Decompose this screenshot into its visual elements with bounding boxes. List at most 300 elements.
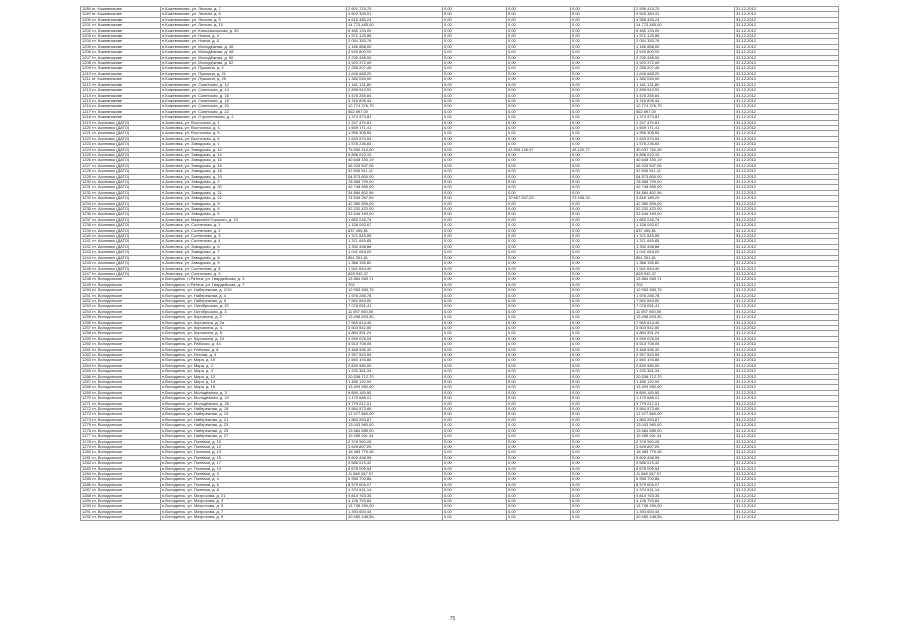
cell-c2: 0,00 bbox=[507, 293, 571, 298]
cell-address: п.Володинск, ул. Рабочая, д. 8 bbox=[161, 347, 347, 352]
cell-c1: 0,00 bbox=[443, 282, 507, 287]
cell-date: 31.12.2012 bbox=[735, 212, 839, 217]
cell-id_city: 1201 гп. Кожевникове bbox=[81, 23, 161, 28]
cell-c1: 0,00 bbox=[443, 61, 507, 66]
cell-c1: 0,00 bbox=[443, 223, 507, 228]
cell-date: 31.12.2012 bbox=[735, 174, 839, 179]
cell-total: 1 669 171,41 bbox=[347, 125, 443, 130]
cell-date: 31.12.2012 bbox=[735, 120, 839, 125]
cell-c2: 0,00 bbox=[507, 396, 571, 401]
cell-date: 31.12.2012 bbox=[735, 152, 839, 157]
cell-c1: 0,00 bbox=[443, 466, 507, 471]
cell-balance: 1 158 092,67 bbox=[635, 223, 735, 228]
cell-c2: 0,00 bbox=[507, 271, 571, 276]
cell-id_city: 1232 гп. Асиновск (ДАТО) bbox=[81, 190, 161, 195]
cell-total: 2 839 980,00 bbox=[347, 363, 443, 368]
cell-address: п.Володинск, ул. Полевая, д. 13 bbox=[161, 450, 347, 455]
cell-total: 4 615 485,24 bbox=[347, 17, 443, 22]
cell-c1: 0,00 bbox=[443, 450, 507, 455]
cell-address: п.Кожевникове, ул. Советская, д. 16 bbox=[161, 93, 347, 98]
cell-c1: 0,00 bbox=[443, 363, 507, 368]
cell-c2: 0,00 bbox=[507, 407, 571, 412]
cell-id_city: 1270 гп. Володинское bbox=[81, 396, 161, 401]
cell-c1: 0,00 bbox=[443, 239, 507, 244]
cell-total: 1 247 470,81 bbox=[347, 120, 443, 125]
cell-c2: 0,00 bbox=[507, 71, 571, 76]
cell-c3: 0,00 bbox=[571, 28, 635, 33]
cell-c2: 0,00 bbox=[507, 277, 571, 282]
cell-c2: 0,00 bbox=[507, 325, 571, 330]
cell-total: 32 646 163,00 bbox=[347, 212, 443, 217]
cell-c3: 0,00 bbox=[571, 136, 635, 141]
cell-c1: 0,00 bbox=[443, 407, 507, 412]
cell-date: 31.12.2012 bbox=[735, 207, 839, 212]
cell-date: 31.12.2012 bbox=[735, 450, 839, 455]
cell-total: 1 332 498,86 bbox=[347, 244, 443, 249]
cell-id_city: 1212 гп. Кожевникове bbox=[81, 82, 161, 87]
cell-id_city: 1269 гп. Володинское bbox=[81, 390, 161, 395]
cell-c2: 0,00 bbox=[507, 423, 571, 428]
cell-address: п.Володинск, ул. Корчагина, д. 6 bbox=[161, 331, 347, 336]
cell-total: 3 779 217,01 bbox=[347, 401, 443, 406]
cell-c2: 0,00 bbox=[507, 380, 571, 385]
cell-total: 54 573 800,00 bbox=[347, 174, 443, 179]
cell-id_city: 1223 гп. Асиновск (ДАТО) bbox=[81, 142, 161, 147]
cell-c3: 0,00 bbox=[571, 493, 635, 498]
cell-balance: 3 923 372,00 bbox=[635, 61, 735, 66]
cell-address: п.Кожевникове, ул. Молодёжная, д. 48 bbox=[161, 50, 347, 55]
cell-c1: 0,00 bbox=[443, 288, 507, 293]
cell-date: 31.12.2012 bbox=[735, 390, 839, 395]
cell-balance: 1 648 668,20 bbox=[635, 71, 735, 76]
cell-c2: 0,00 bbox=[507, 498, 571, 503]
cell-c1: 0,00 bbox=[443, 185, 507, 190]
cell-c3: 0,00 bbox=[571, 7, 635, 12]
cell-balance: 1 476 256,84 bbox=[635, 93, 735, 98]
cell-date: 31.12.2012 bbox=[735, 439, 839, 444]
cell-balance: 1 496 120,00 bbox=[635, 380, 735, 385]
cell-id_city: 1290 гп. Володинское bbox=[81, 504, 161, 509]
cell-address: п.Асиновск, ул. Заводская, д. 3 bbox=[161, 201, 347, 206]
cell-date: 31.12.2012 bbox=[735, 380, 839, 385]
cell-balance: 15 884 550,71 bbox=[635, 277, 735, 282]
cell-c1: 0,00 bbox=[443, 369, 507, 374]
cell-total: 4 884 951,24 bbox=[347, 331, 443, 336]
cell-total: 12 977 860,00 bbox=[347, 412, 443, 417]
cell-balance: 3 458 596,32 bbox=[635, 347, 735, 352]
cell-balance: 2 557 543,59 bbox=[635, 353, 735, 358]
cell-c2: 0,00 bbox=[507, 488, 571, 493]
cell-date: 31.12.2012 bbox=[735, 477, 839, 482]
cell-total: 702 bbox=[347, 282, 443, 287]
cell-c1: 0,00 bbox=[443, 401, 507, 406]
cell-id_city: 1259 гп. Володинское bbox=[81, 336, 161, 341]
cell-c1: 0,00 bbox=[443, 298, 507, 303]
cell-date: 31.12.2012 bbox=[735, 455, 839, 460]
cell-address: п.Асиновск, ул. Заводская, д. 15 bbox=[161, 158, 347, 163]
cell-date: 31.12.2012 bbox=[735, 136, 839, 141]
cell-date: 31.12.2012 bbox=[735, 509, 839, 514]
cell-c2: 0,00 bbox=[507, 434, 571, 439]
cell-total: 1 475 686,21 bbox=[347, 396, 443, 401]
cell-c1: 0,00 bbox=[443, 444, 507, 449]
cell-c1: 0,00 bbox=[443, 217, 507, 222]
cell-address: п.Асиновск, ул. Заводская, д. 21 bbox=[161, 190, 347, 195]
cell-c1: 0,00 bbox=[443, 336, 507, 341]
cell-c3: 0,00 bbox=[571, 439, 635, 444]
cell-c2: 0,00 bbox=[507, 174, 571, 179]
cell-balance: 1 371 645,85 bbox=[635, 234, 735, 239]
cell-total: 1 371 645,85 bbox=[347, 234, 443, 239]
cell-c3: 0,00 bbox=[571, 331, 635, 336]
cell-c1: 0,00 bbox=[443, 271, 507, 276]
cell-c1: 0,00 bbox=[443, 320, 507, 325]
cell-id_city: 1248 гп. Володинское bbox=[81, 277, 161, 282]
cell-date: 31.12.2012 bbox=[735, 347, 839, 352]
cell-id_city: 1247 гп. Асиновск (ДАТО) bbox=[81, 271, 161, 276]
cell-total: 7 569 614,45 bbox=[347, 320, 443, 325]
cell-address: п.Володинск, ул. Молодёжная, д. 26 bbox=[161, 401, 347, 406]
cell-total: 3 603 542,80 bbox=[347, 325, 443, 330]
cell-id_city: 1226 гп. Асиновск (ДАТО) bbox=[81, 158, 161, 163]
cell-c1: 0,00 bbox=[443, 136, 507, 141]
cell-date: 31.12.2012 bbox=[735, 201, 839, 206]
cell-date: 31.12.2012 bbox=[735, 217, 839, 222]
cell-c1: 0,00 bbox=[443, 104, 507, 109]
cell-date: 31.12.2012 bbox=[735, 282, 839, 287]
cell-c1: 0,00 bbox=[443, 17, 507, 22]
cell-total: 5 802 498,95 bbox=[347, 455, 443, 460]
cell-address: п.Асиновск, ул. Восточная, д. 3 bbox=[161, 125, 347, 130]
cell-c3: 0,00 bbox=[571, 244, 635, 249]
cell-date: 31.12.2012 bbox=[735, 412, 839, 417]
cell-c1: 0,00 bbox=[443, 23, 507, 28]
cell-date: 31.12.2012 bbox=[735, 223, 839, 228]
cell-address: п.Кожевникове, ул. Пушкина, д. 2 bbox=[161, 66, 347, 71]
cell-id_city: 1272 гп. Володинское bbox=[81, 407, 161, 412]
cell-id_city: 1207 гп. Кожевникове bbox=[81, 55, 161, 60]
cell-c2: 0,00 bbox=[507, 374, 571, 379]
cell-c1: 0,00 bbox=[443, 39, 507, 44]
cell-c3: 0,00 bbox=[571, 17, 635, 22]
cell-date: 31.12.2012 bbox=[735, 304, 839, 309]
cell-id_city: 1199 гп. Кожевникове bbox=[81, 12, 161, 17]
cell-total: 4 599 076,04 bbox=[347, 336, 443, 341]
cell-c3: 0,00 bbox=[571, 320, 635, 325]
cell-c3: 0,00 bbox=[571, 55, 635, 60]
cell-c1: 0,00 bbox=[443, 417, 507, 422]
cell-id_city: 1234 гп. Асиновск (ДАТО) bbox=[81, 201, 161, 206]
cell-total: 3 230 456,00 bbox=[347, 55, 443, 60]
table-row bbox=[81, 515, 839, 520]
cell-c3: 0,00 bbox=[571, 169, 635, 174]
cell-balance: 20 538 712,70 bbox=[635, 374, 735, 379]
cell-balance: 10 774 376,70 bbox=[635, 104, 735, 109]
cell-date: 31.12.2012 bbox=[735, 17, 839, 22]
cell-c3: 73 445,32 bbox=[571, 196, 635, 201]
cell-total: 1 496 120,00 bbox=[347, 380, 443, 385]
cell-c2: 0,00 bbox=[507, 125, 571, 130]
cell-total: 2 378 960,28 bbox=[347, 439, 443, 444]
cell-id_city: 1203 гп. Кожевникове bbox=[81, 34, 161, 39]
cell-address: п.Володинск, ул. Набережная, д. 6 bbox=[161, 298, 347, 303]
cell-balance: 1 393 650,44 bbox=[635, 509, 735, 514]
cell-balance: 4 884 951,24 bbox=[635, 331, 735, 336]
cell-c2: 0,00 bbox=[507, 142, 571, 147]
cell-total: 1 388 155,82 bbox=[347, 261, 443, 266]
cell-date: 31.12.2012 bbox=[735, 266, 839, 271]
cell-date: 31.12.2012 bbox=[735, 515, 839, 520]
table-body bbox=[81, 7, 839, 521]
cell-address: п.Володинск, ул. Молодёжная, д. 24 bbox=[161, 396, 347, 401]
cell-id_city: 1231 гп. Асиновск (ДАТО) bbox=[81, 185, 161, 190]
cell-date: 31.12.2012 bbox=[735, 401, 839, 406]
register-table bbox=[80, 6, 839, 521]
cell-c2: 0,00 bbox=[507, 509, 571, 514]
cell-balance: 2 839 980,00 bbox=[635, 363, 735, 368]
cell-total: 75 690 510,00 bbox=[347, 147, 443, 152]
cell-address: п.Асиновск, ул. Заводская, д. 5 bbox=[161, 212, 347, 217]
cell-balance: 4 585 455,24 bbox=[635, 17, 735, 22]
cell-address: п.Асиновск, ул. Заводская, д. 4 bbox=[161, 207, 347, 212]
cell-balance: 2 378 960,28 bbox=[635, 439, 735, 444]
cell-c1: 0,00 bbox=[443, 82, 507, 87]
cell-c2: 0,00 bbox=[507, 390, 571, 395]
cell-c2: 0,00 bbox=[507, 250, 571, 255]
cell-c1: 0,00 bbox=[443, 7, 507, 12]
cell-c3: 0,00 bbox=[571, 298, 635, 303]
cell-c2: 0,00 bbox=[507, 98, 571, 103]
cell-balance: 7 562 684,00 bbox=[635, 298, 735, 303]
cell-address: п.Володинск, ул. Мира, д. 10 bbox=[161, 358, 347, 363]
cell-c1: 0,00 bbox=[443, 347, 507, 352]
cell-address: п.Кожевникове, ул. Советская, д. 20 bbox=[161, 104, 347, 109]
cell-id_city: 1278 гп. Володинское bbox=[81, 439, 161, 444]
cell-c2: 0,00 bbox=[507, 342, 571, 347]
cell-total: 851 301,81 bbox=[347, 255, 443, 260]
cell-balance: 42 380 809,00 bbox=[635, 201, 735, 206]
cell-date: 31.12.2012 bbox=[735, 147, 839, 152]
cell-c2: 0,00 bbox=[507, 115, 571, 120]
cell-date: 31.12.2012 bbox=[735, 488, 839, 493]
cell-address: п.Кожевникове, ул. Пушкина, д. 21 bbox=[161, 71, 347, 76]
cell-c3: 0,00 bbox=[571, 401, 635, 406]
cell-address: п.Асиновск, ул. Заводская, д. 16 bbox=[161, 163, 347, 168]
cell-c3: 0,00 bbox=[571, 185, 635, 190]
cell-total: 12 953 583,75 bbox=[347, 288, 443, 293]
cell-c2: 0,00 bbox=[507, 136, 571, 141]
cell-c3: 0,00 bbox=[571, 444, 635, 449]
cell-c1: 0,00 bbox=[443, 234, 507, 239]
cell-c1: 0,00 bbox=[443, 55, 507, 60]
cell-total: 13 584 685,00 bbox=[347, 428, 443, 433]
cell-address: п.Асиновск, ул. Заводская, д. 2 bbox=[161, 180, 347, 185]
cell-c1: 0,00 bbox=[443, 277, 507, 282]
cell-address: п.Володинск, ул. Полевая, д. 17 bbox=[161, 461, 347, 466]
cell-date: 31.12.2012 bbox=[735, 190, 839, 195]
cell-c2: 0,00 bbox=[507, 320, 571, 325]
cell-c3: 0,00 bbox=[571, 109, 635, 114]
cell-c3: 0,00 bbox=[571, 261, 635, 266]
cell-date: 31.12.2012 bbox=[735, 228, 839, 233]
cell-date: 31.12.2012 bbox=[735, 109, 839, 114]
cell-address: п.Асиновск, ул. Восточная, д. 6 bbox=[161, 136, 347, 141]
cell-c2: 0,00 bbox=[507, 17, 571, 22]
cell-id_city: 1287 гп. Володинское bbox=[81, 488, 161, 493]
cell-date: 31.12.2012 bbox=[735, 261, 839, 266]
cell-id_city: 1266 гп. Володинское bbox=[81, 374, 161, 379]
cell-total: 3 588 619,32 bbox=[347, 461, 443, 466]
cell-balance: 1 578 236,65 bbox=[635, 142, 735, 147]
cell-address: п.Володинск, ул. Лесная, д. 3 bbox=[161, 353, 347, 358]
cell-total: 13 003 960,00 bbox=[347, 423, 443, 428]
cell-id_city: 1242 гп. Асиновск (ДАТО) bbox=[81, 244, 161, 249]
cell-balance: 3 564 573,86 bbox=[635, 407, 735, 412]
cell-date: 31.12.2012 bbox=[735, 125, 839, 130]
cell-date: 31.12.2012 bbox=[735, 374, 839, 379]
cell-c3: 0,00 bbox=[571, 104, 635, 109]
cell-total: 1 380 045,00 bbox=[347, 77, 443, 82]
cell-id_city: 1230 гп. Асиновск (ДАТО) bbox=[81, 180, 161, 185]
cell-id_city: 1225 гп. Асиновск (ДАТО) bbox=[81, 152, 161, 157]
cell-c3: 0,00 bbox=[571, 515, 635, 520]
cell-id_city: 1222 гп. Асиновск (ДАТО) bbox=[81, 136, 161, 141]
cell-c2: 0,00 bbox=[507, 298, 571, 303]
cell-balance: 1 652 245,74 bbox=[635, 217, 735, 222]
cell-c2: 0,00 bbox=[507, 369, 571, 374]
cell-c2: 0,00 bbox=[507, 212, 571, 217]
cell-total: 5 485 133,00 bbox=[347, 28, 443, 33]
cell-id_city: 1271 гп. Володинское bbox=[81, 401, 161, 406]
cell-address: п.Володинск, ул. Мира, д. 16 bbox=[161, 385, 347, 390]
cell-balance: 15 738 290,00 bbox=[635, 504, 735, 509]
cell-balance: 1 693 570,64 bbox=[635, 136, 735, 141]
cell-c2: 0,00 bbox=[507, 163, 571, 168]
cell-total: 3 649 897,20 bbox=[347, 444, 443, 449]
cell-date: 31.12.2012 bbox=[735, 331, 839, 336]
cell-c3: 0,00 bbox=[571, 190, 635, 195]
cell-balance: 1 576 285,78 bbox=[635, 293, 735, 298]
cell-balance: 42 748 855,00 bbox=[635, 185, 735, 190]
cell-total: 3 318 826,44 bbox=[347, 98, 443, 103]
cell-total: 13 458 833,30 bbox=[347, 315, 443, 320]
cell-address: п.Володинск, ул. Набережная, д. 27 bbox=[161, 434, 347, 439]
cell-total: 1 860 283,87 bbox=[347, 417, 443, 422]
cell-id_city: 1267 гп. Володинское bbox=[81, 380, 161, 385]
cell-balance: 12 953 583,75 bbox=[635, 288, 735, 293]
cell-c3: 0,00 bbox=[571, 342, 635, 347]
cell-total: 1 571 129,86 bbox=[347, 34, 443, 39]
cell-balance: 2 255 207,45 bbox=[635, 66, 735, 71]
cell-total: 1 041 064,00 bbox=[347, 250, 443, 255]
cell-id_city: 1244 гп. Асиновск (ДАТО) bbox=[81, 255, 161, 260]
cell-address: п.Володинск, ул. Набережная, д. 2/10 bbox=[161, 288, 347, 293]
cell-c2: 0,00 bbox=[507, 444, 571, 449]
cell-balance: 1 181 131,80 bbox=[635, 82, 735, 87]
cell-c3: 0,00 bbox=[571, 131, 635, 136]
cell-total: 13 409 550,00 bbox=[347, 385, 443, 390]
cell-c2: 0,00 bbox=[507, 34, 571, 39]
cell-address: п.Асиновск, ул. Маркса/М.Горького, д. 13 bbox=[161, 217, 347, 222]
cell-date: 31.12.2012 bbox=[735, 44, 839, 49]
cell-id_city: 1241 гп. Асиновск (ДАТО) bbox=[81, 239, 161, 244]
cell-date: 31.12.2012 bbox=[735, 250, 839, 255]
cell-c1: 0,00 bbox=[443, 212, 507, 217]
cell-balance: 1 186 888,00 bbox=[635, 44, 735, 49]
cell-c3: 0,00 bbox=[571, 385, 635, 390]
cell-total: 16 383 776,38 bbox=[347, 450, 443, 455]
cell-address: п.Володинск, ул. Мира, д. 12 bbox=[161, 374, 347, 379]
cell-c2: 0,00 bbox=[507, 180, 571, 185]
cell-balance: 32 506 511,11 bbox=[635, 169, 735, 174]
cell-c2: 0,00 bbox=[507, 401, 571, 406]
cell-c3: 0,00 bbox=[571, 207, 635, 212]
cell-address: п.Асиновск, ул. Заводская, д. 8 bbox=[161, 255, 347, 260]
cell-total: 10 774 376,70 bbox=[347, 104, 443, 109]
cell-total: 1 576 285,78 bbox=[347, 293, 443, 298]
cell-total: 2 560 193,86 bbox=[347, 358, 443, 363]
cell-c2: 0,00 bbox=[507, 158, 571, 163]
cell-c3: 0,00 bbox=[571, 390, 635, 395]
cell-id_city: 1281 гп. Володинское bbox=[81, 455, 161, 460]
cell-balance: 12 977 860,00 bbox=[635, 412, 735, 417]
cell-id_city: 1210 гп. Кожевникове bbox=[81, 71, 161, 76]
cell-date: 31.12.2012 bbox=[735, 158, 839, 163]
cell-c3: 0,00 bbox=[571, 61, 635, 66]
cell-id_city: 1263 гп. Володинское bbox=[81, 358, 161, 363]
cell-address: п.Асиновск, ул. Заводская, д. 7 bbox=[161, 250, 347, 255]
cell-date: 31.12.2012 bbox=[735, 163, 839, 168]
cell-total: 11 897 060,00 bbox=[347, 309, 443, 314]
cell-address: п.Асиновск, ул. Заводская, д. 22 bbox=[161, 196, 347, 201]
cell-id_city: 1240 гп. Асиновск (ДАТО) bbox=[81, 234, 161, 239]
cell-c3: 0,00 bbox=[571, 461, 635, 466]
cell-address: п.Володинск, ул. Молодёжная, д. 3 bbox=[161, 390, 347, 395]
cell-c3: 0,00 bbox=[571, 174, 635, 179]
cell-c3: 0,00 bbox=[571, 450, 635, 455]
cell-id_city: 1213 гп. Кожевникове bbox=[81, 88, 161, 93]
cell-id_city: 1237 гп. Асиновск (ДАТО) bbox=[81, 217, 161, 222]
cell-c1: 0,00 bbox=[443, 12, 507, 17]
cell-c2: 0,00 bbox=[507, 228, 571, 233]
cell-c1: 0,00 bbox=[443, 304, 507, 309]
cell-address: п.Асиновск, ул. Заводская, д. 20 bbox=[161, 185, 347, 190]
cell-address: п.Володинск, ул. Набережная, д. 4 bbox=[161, 293, 347, 298]
cell-total: 1 648 668,20 bbox=[347, 71, 443, 76]
cell-address: п.Кожевникове, ул. Советская, д. 18 bbox=[161, 98, 347, 103]
cell-c3: 0,00 bbox=[571, 255, 635, 260]
cell-date: 31.12.2012 bbox=[735, 255, 839, 260]
cell-address: п.Кожевникове, ул. Молодёжная, д. 50 bbox=[161, 55, 347, 60]
cell-c3: 0,00 bbox=[571, 455, 635, 460]
cell-total: 78 585 793,00 bbox=[347, 180, 443, 185]
cell-total: 34 884 802,96 bbox=[347, 190, 443, 195]
cell-date: 31.12.2012 bbox=[735, 196, 839, 201]
cell-c2: 0,00 bbox=[507, 428, 571, 433]
cell-balance: 825 042,07 bbox=[635, 271, 735, 276]
cell-date: 31.12.2012 bbox=[735, 466, 839, 471]
cell-id_city: 1238 гп. Асиновск (ДАТО) bbox=[81, 223, 161, 228]
cell-balance: 837 455,81 bbox=[635, 228, 735, 233]
cell-id_city: 1204 гп. Кожевникове bbox=[81, 39, 161, 44]
cell-c3: 0,00 bbox=[571, 277, 635, 282]
cell-c1: 0,00 bbox=[443, 50, 507, 55]
cell-balance: 1 669 171,41 bbox=[635, 125, 735, 130]
cell-total: 1 476 256,84 bbox=[347, 93, 443, 98]
cell-address: п.Володинск, ул. Матросова, д. 3 bbox=[161, 498, 347, 503]
cell-c1: 0,00 bbox=[443, 88, 507, 93]
cell-id_city: 1273 гп. Володинское bbox=[81, 412, 161, 417]
